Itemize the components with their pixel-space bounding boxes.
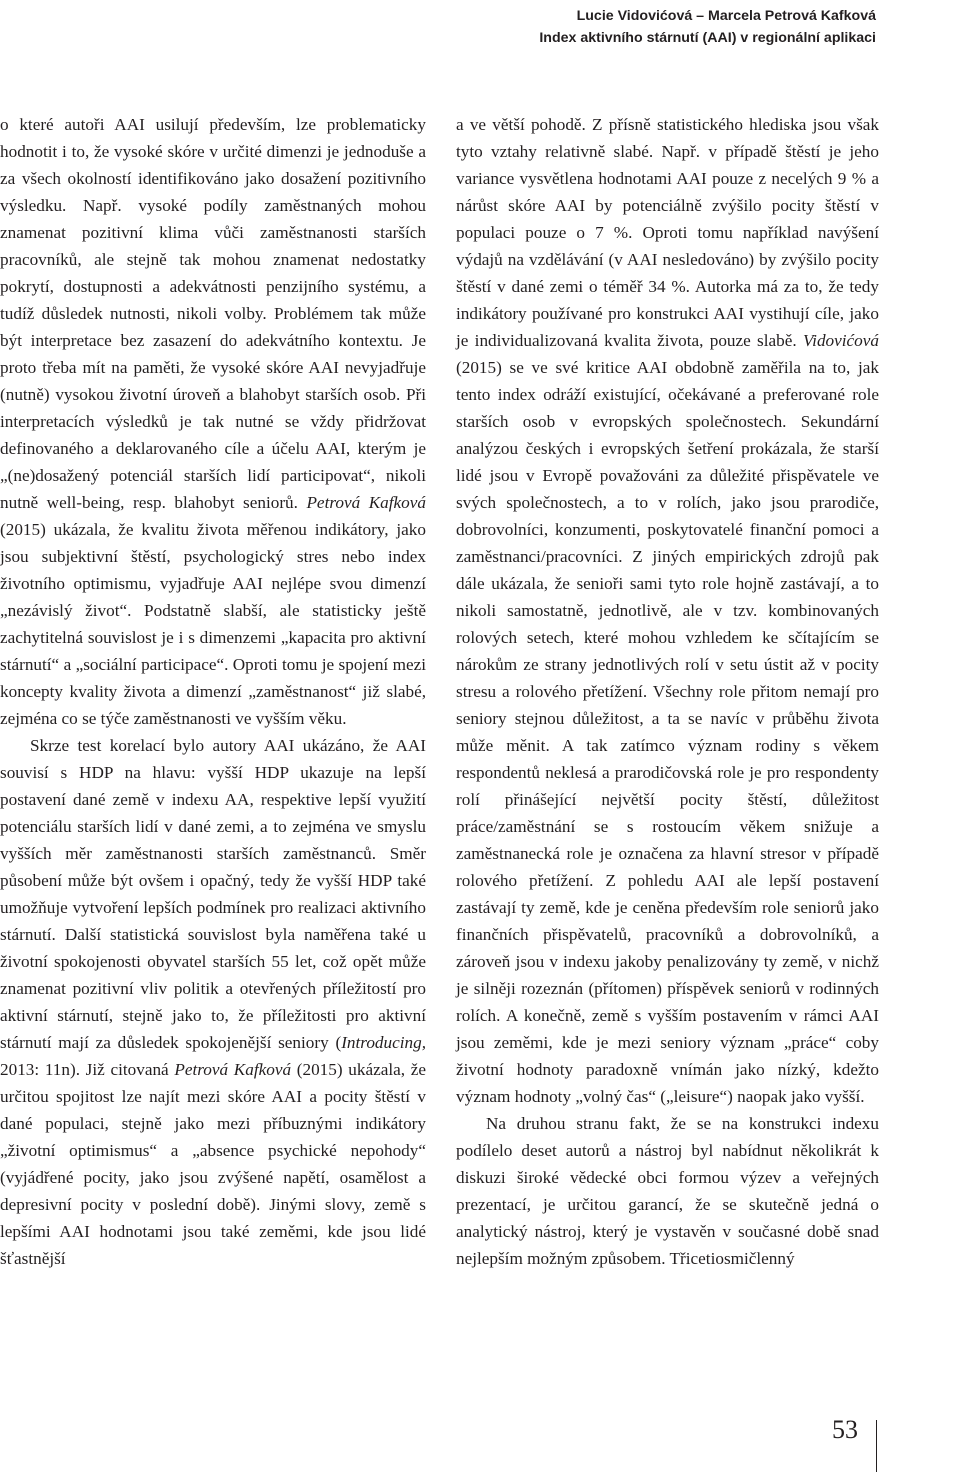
paragraph-text: (2015) ukázala, že určitou spojitost lze najít mezi skóre AAI a pocity štěstí v dané populaci, stejně jako mezi příbuznými indikátory „životní optimismus“ a „absence psychické nepohody“ (vyjádřené pocity, jako jsou zvýšené napětí, osamělost a depresivní pocity v poslední době). Jinými slovy, země s lepšími AAI hodnotami jsou také zeměmi, kde jsou lidé šťastnější — [0, 1060, 426, 1268]
cited-author: Petrová Kafková — [306, 493, 426, 512]
right-column — [456, 111, 879, 1272]
paragraph-text: (2015) ukázala, že kvalitu života měřenou indikátory, jako jsou subjektivní štěstí, psychologický stres nebo index životního optimismu, vyjadřuje AAI nejlépe svou dimenzí „nezávislý život“. Podstatně slabší, ale statisticky ještě zachytitelná souvislost je i s dimenzemi „kapacita pro aktivní stárnutí“ a „sociální participace“. Oproti tomu je spojení mezi koncepty kvality života a dimenzí „zaměstnanost“ již slabé, zejména co se týče zaměstnanosti ve vyšším věku. — [0, 520, 426, 728]
paragraph-text: 2013: 11n). Již citovaná — [0, 1060, 175, 1079]
cited-author: Vidovićová — [802, 331, 879, 350]
left-column — [0, 111, 426, 1272]
citation-source: Introducing, — [341, 1033, 426, 1052]
cited-author: Petrová Kafková — [174, 1060, 292, 1079]
paragraph — [0, 111, 426, 732]
page-number: 53 — [832, 1415, 858, 1444]
paragraph — [456, 1110, 879, 1272]
header-title: Index aktivního stárnutí (AAI) v regionální aplikaci — [539, 30, 876, 46]
paragraph-text: Na druhou stranu fakt, že se na konstrukci indexu podílelo deset autorů a nástroj byl nabídnut několikrát k diskuzi široké vědecké obci formou výzev a veřejných prezentací, je určitou garancí, že se skutečně jedná o analytický nástroj, který je vystavěn v současné době snad nejlepším možným způsobem. Třicetiosmičlenný — [456, 1114, 879, 1268]
paragraph — [0, 732, 426, 1272]
header-authors: Lucie Vidovićová – Marcela Petrová Kafková — [576, 8, 876, 24]
page-number-divider — [876, 1420, 877, 1472]
paragraph-text: o které autoři AAI usilují především, lze problematicky hodnotit i to, že vysoké skóre v určité dimenzi je jednoduše a za všech okolností identifikováno jako dosažení pozitivního výsledku. Např. vysoké podíly zaměstnaných mohou znamenat pozitivní klima vůči zaměstnanosti starších pracovníků, ale stejně tak mohou znamenat nedostatky pokrytí, dostupnosti a adekvátnosti penzijního systému, a tudíž důsledek nutnosti, nikoli volby. Problémem tak může být interpretace bez zasazení do adekvátního kontextu. Je proto třeba mít na paměti, že vysoké skóre AAI nevyjadřuje (nutně) vysokou životní úroveň a blahobyt starších osob. Při interpretacích výsledků je tak nutné se vždy přidržovat definovaného a deklarovaného cíle a účelu AAI, kterým je „(ne)dosažený potenciál starších lidí participovat“, nikoli nutně well-being, resp. blahobyt seniorů. — [0, 115, 426, 512]
paragraph-text: Skrze test korelací bylo autory AAI ukázáno, že AAI souvisí s HDP na hlavu: vyšší HDP ukazuje na lepší postavení dané země v indexu AA, respektive lepší využití potenciálu starších lidí v dané zemi, a to zejména ve smyslu vyšších měr zaměstnanosti starších zaměstnanců. Směr působení může být ovšem i opačný, tedy že vyšší HDP také umožňuje vytvoření lepších podmínek pro realizaci aktivního stárnutí. Další statistická souvislost byla naměřena také u životní spokojenosti obyvatel starších 55 let, což opět může znamenat pozitivní vliv politik a otevřených příležitostí pro aktivní stárnutí, stejně jako to, že příležitosti pro aktivní stárnutí mají za důsledek spokojenější seniory ( — [0, 736, 426, 1052]
paragraph-text: a ve větší pohodě. Z přísně statistického hlediska jsou však tyto vztahy relativně slabé. Např. v případě štěstí je jeho variance vysvětlena hodnotami AAI pouze z necelých 9 % a nárůst skóre AAI by potenciálně zvýšilo pocity štěstí v populaci pouze o 7 %. Oproti tomu například navýšení výdajů na vzdělávání (v AAI nesledováno) by zvýšilo pocity štěstí v dané zemi o téměř 34 %. Autorka má za to, že tedy indikátory používané pro konstrukci AAI vystihují cíle, jako je individualizovaná kvalita života, pouze slabě. — [456, 115, 879, 350]
paragraph — [456, 111, 879, 1110]
paragraph-text: (2015) se ve své kritice AAI obdobně zaměřila na to, jak tento index odráží existující, očekávané a preferované role starších osob v evropských společnostech. Sekundární analýzou českých i evropských šetření prokázala, že starší lidé jsou v Evropě považováni za důležité přispěvatele ve svých společnostech, a to v rolích, jako jsou prarodiče, dobrovolníci, konzumenti, poskytovatelé finanční pomoci a zaměstnanci/pracovníci. Z jiných empirických zdrojů pak dále ukázala, že senioři sami tyto role hojně zastávají, a to nikoli samostatně, jednotlivě, ale v tzv. kombinovaných rolových setech, které mohou vzhledem ke sčítajícím se nárokům ze strany jednotlivých rolí v setu ústit až v pocity stresu a rolového přetížení. Všechny role přitom nemají pro seniory stejnou důležitost, a ta se navíc v průběhu života může měnit. A tak zatímco význam rodiny s věkem respondentů neklesá a prarodičovská role je pro respondenty rolí přinášející největší pocity štěstí, důležitost práce/zaměstnání se s rostoucím věkem snižuje a zaměstnanecká role je označena za hlavní stresor v případě rolového přetížení. Z pohledu AAI ale lepší postavení zastávají ty země, kde je ceněna především role seniorů jako finančních přispěvatelů, pracovníků a dobrovolníků, a zároveň jsou v indexu jakoby penalizovány ty země, v nichž je silněji rozeznán (přítomen) příspěvek seniorů v rodinných rolích. A konečně, země s vyšším postavením v rámci AAI jsou zeměmi, kde je mezi seniory význam „práce“ coby životní hodnoty paradoxně vnímán jako nízký, kdežto význam hodnoty „volný čas“ („leisure“) naopak jako vyšší. — [456, 358, 879, 1106]
running-header — [539, 5, 876, 49]
